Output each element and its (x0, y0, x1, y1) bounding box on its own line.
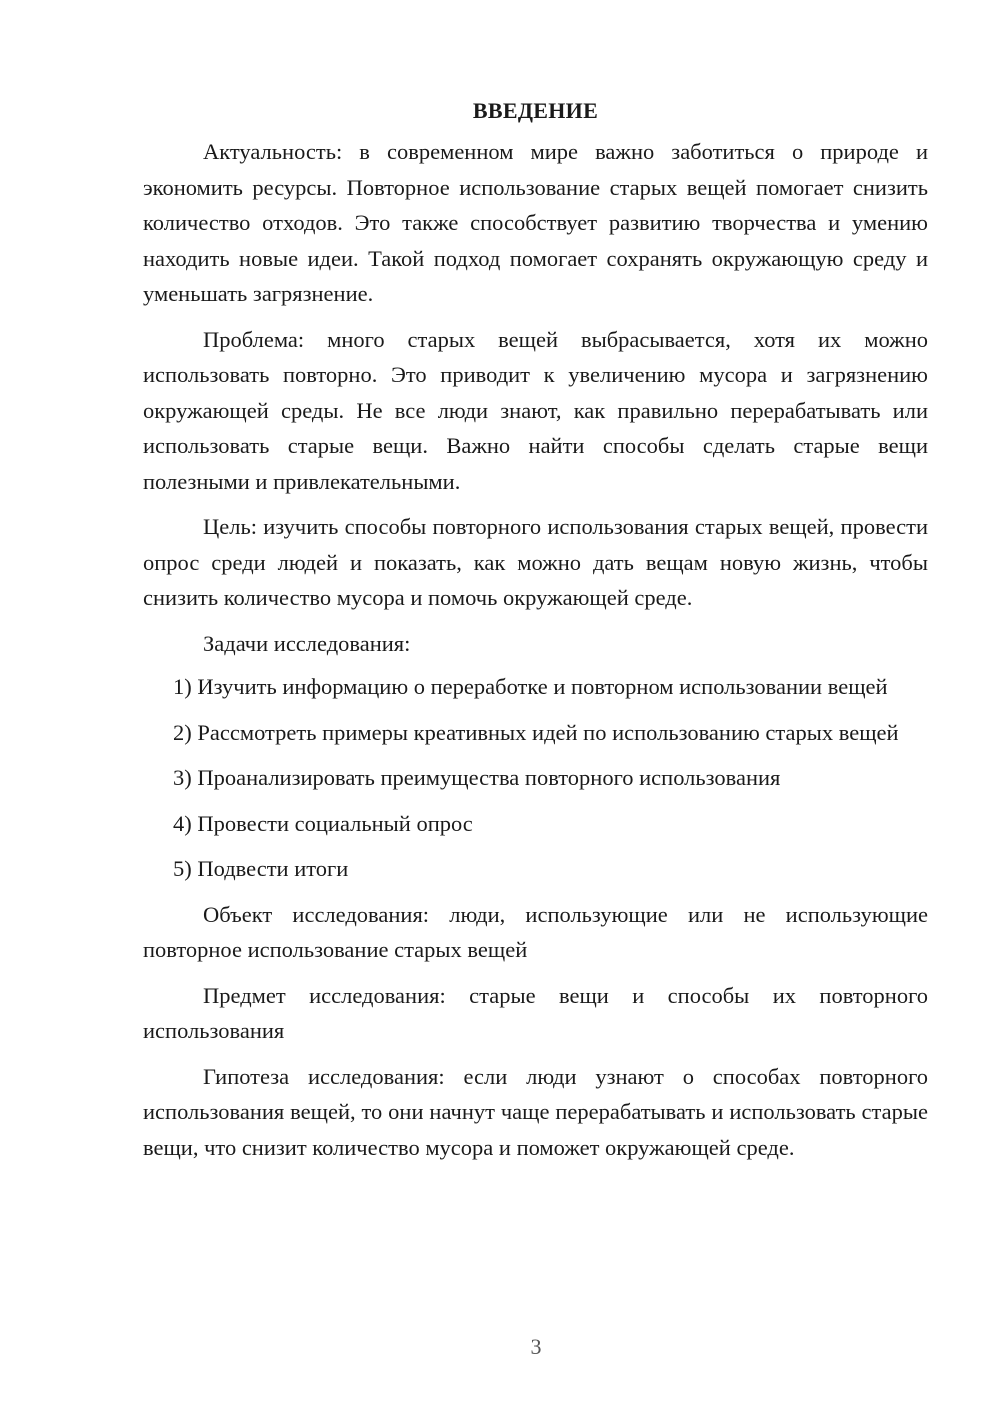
list-item: 2) Рассмотреть примеры креативных идей по использованию старых вещей (173, 719, 899, 745)
paragraph-goal: Цель: изучить способы повторного использования старых вещей, провести опрос среди людей и показать, как можно дать вещам новую жизнь, чтобы снизить количество мусора и помочь окружающей среде. (143, 514, 928, 610)
paragraph-hypothesis: Гипотеза исследования: если люди узнают о способах повторного использования вещей, то они начнут чаще перерабатывать и использовать старые вещи, что снизит количество мусора и поможет окружающей среде. (143, 1063, 928, 1160)
paragraph-relevance: Актуальность: в современном мире важно заботиться о природе и экономить ресурсы. Повторное использование старых вещей помогает снизить количество отходов. Это также способствует развитию творчества и умению находить новые идеи. Такой подход помогает сохранять окружающую среду и уменьшать загрязнение. (143, 139, 928, 306)
paragraph-problem: Проблема: много старых вещей выбрасывается, хотя их можно использовать повторно. Это приводит к увеличению мусора и загрязнению окружающей среды. Не все люди знают, как правильно перерабатывать или использовать старые вещи. Важно найти способы сделать старые вещи полезными и привлекательными. (143, 326, 928, 494)
list-item: 3) Проанализировать преимущества повторного использования (173, 765, 781, 790)
list-item: 5) Подвести итоги (173, 856, 349, 881)
paragraph-subject: Предмет исследования: старые вещи и способы их повторного использования (143, 982, 928, 1043)
section-title: ВВЕДЕНИЕ (472, 98, 599, 123)
tasks-heading: Задачи исследования: (203, 630, 411, 656)
document-page (143, 96, 928, 1175)
page-number: 3 (530, 1334, 542, 1359)
paragraph-object: Объект исследования: люди, использующие или не использующие повторное использование старых вещей (143, 901, 928, 962)
list-item: 1) Изучить информацию о переработке и повторном использовании вещей (173, 674, 888, 699)
tasks-list (143, 669, 928, 887)
list-item: 4) Провести социальный опрос (173, 810, 473, 836)
